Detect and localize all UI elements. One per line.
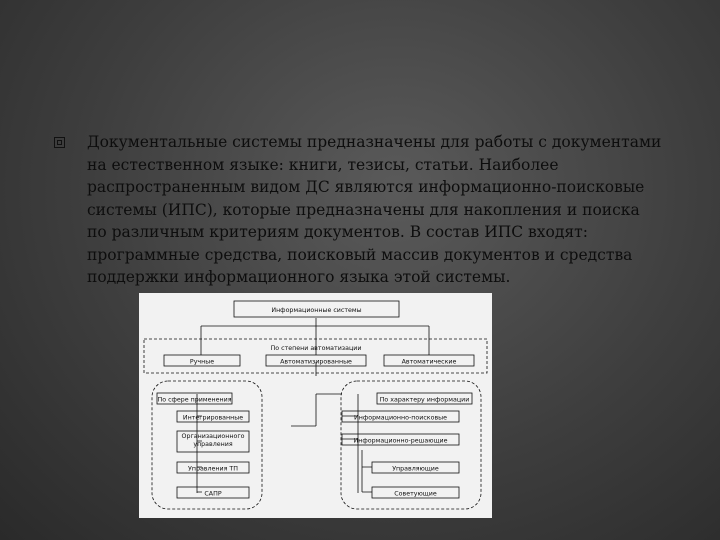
label-info-solving: Информационно-решающие	[353, 437, 448, 445]
label-info-search: Информационно-поисковые	[354, 414, 447, 422]
label-automated: Автоматизированные	[280, 358, 352, 366]
label-advising: Советующие	[394, 490, 437, 498]
slide-paragraph: Документальные системы предназначены для работы с документами на естественном языке: книги, тезисы, статьи. Наиболее распространенным видом ДС являются информационно-поисковые системы (ИПС), которые предназначены для накопления и поиска по различным критериям документов. В состав ИПС входят: программные средства, поисковый массив документов и средства поддержки информационного языка этой системы.	[87, 133, 662, 286]
label-managing: Управляющие	[392, 465, 439, 473]
label-nature-group: По характеру информации	[379, 396, 470, 404]
bullet-icon	[54, 137, 65, 148]
label-top: Информационные системы	[271, 307, 362, 314]
label-automatic: Автоматические	[401, 358, 457, 366]
label-tp-management: Управления ТП	[188, 465, 238, 473]
label-automation-group: По степени автоматизации	[270, 345, 362, 352]
label-org-management: Организационного управления	[181, 433, 245, 448]
label-manual: Ручные	[189, 358, 215, 366]
label-application-group: По сфере применения	[157, 396, 232, 404]
label-sapr: САПР	[204, 490, 222, 498]
label-integrated: Интегрированные	[182, 414, 244, 422]
classification-diagram	[139, 293, 492, 518]
connector-lines-center	[291, 362, 342, 426]
